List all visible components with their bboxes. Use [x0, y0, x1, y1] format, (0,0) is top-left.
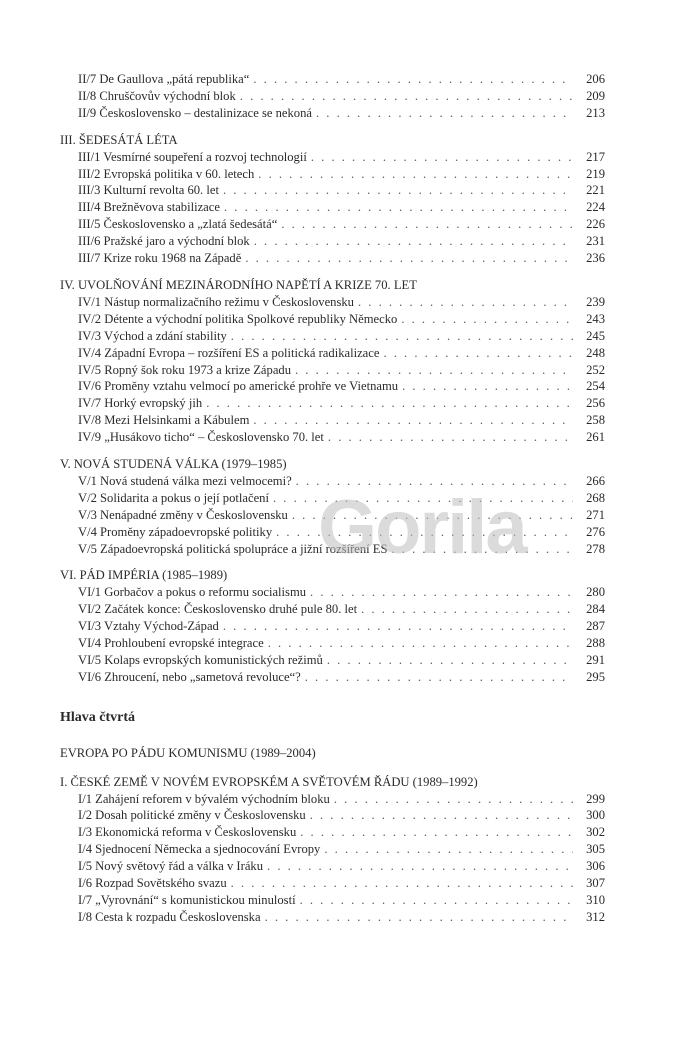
dot-leader	[311, 149, 573, 166]
dot-leader	[224, 199, 573, 216]
toc-entry[interactable]	[60, 233, 605, 250]
entry-title: IV/5 Ropný šok roku 1973 a krize Západu	[78, 362, 291, 377]
toc-entry[interactable]	[60, 294, 605, 311]
dot-leader	[334, 791, 573, 808]
dot-leader	[223, 182, 573, 199]
toc-entry[interactable]	[60, 395, 605, 412]
page-number: 243	[586, 311, 605, 326]
entry-title: III/7 Krize roku 1968 na Západě	[78, 251, 242, 266]
toc-entry[interactable]	[60, 166, 605, 183]
dot-leader	[253, 412, 573, 429]
toc-entry[interactable]	[60, 216, 605, 233]
dot-leader	[358, 294, 573, 311]
toc-entry[interactable]	[60, 652, 605, 669]
entry-title: IV/7 Horký evropský jih	[78, 396, 203, 411]
page-number: 254	[586, 379, 605, 394]
section-title: VI. PÁD IMPÉRIA (1985–1989)	[60, 568, 228, 583]
section-title: III. ŠEDESÁTÁ LÉTA	[60, 132, 178, 147]
dot-leader	[324, 841, 573, 858]
toc-entry[interactable]	[60, 105, 605, 122]
table-of-contents	[60, 71, 605, 926]
toc-entry[interactable]	[60, 507, 605, 524]
dot-leader	[316, 105, 573, 122]
page-number: 221	[586, 183, 605, 198]
dot-leader	[328, 429, 573, 446]
toc-entry[interactable]	[60, 669, 605, 686]
dot-leader	[361, 601, 573, 618]
toc-section	[60, 122, 605, 267]
page-number: 306	[586, 859, 605, 874]
toc-entry[interactable]	[60, 345, 605, 362]
toc-entry[interactable]	[60, 311, 605, 328]
dot-leader	[296, 473, 573, 490]
section-title: V. NOVÁ STUDENÁ VÁLKA (1979–1985)	[60, 457, 287, 472]
dot-leader	[245, 250, 573, 267]
page-number: 213	[586, 105, 605, 120]
dot-leader	[305, 669, 573, 686]
toc-entry[interactable]	[60, 875, 605, 892]
toc-entry[interactable]	[60, 71, 605, 88]
dot-leader	[206, 395, 573, 412]
page-number: 248	[586, 345, 605, 360]
toc-entry[interactable]	[60, 841, 605, 858]
toc-entry[interactable]	[60, 858, 605, 875]
toc-section	[60, 768, 605, 926]
page-number: 209	[586, 88, 605, 103]
page-number: 219	[586, 166, 605, 181]
page-number: 268	[586, 490, 605, 505]
page-number: 276	[586, 524, 605, 539]
toc-entry[interactable]	[60, 412, 605, 429]
toc-entry[interactable]	[60, 601, 605, 618]
dot-leader	[273, 490, 573, 507]
toc-part-three-continued	[60, 71, 605, 686]
entry-title: V/3 Nenápadné změny v Československu	[78, 507, 288, 522]
page-number: 271	[586, 507, 605, 522]
toc-section	[60, 71, 605, 122]
section-title: I. ČESKÉ ZEMĚ V NOVÉM EVROPSKÉM A SVĚTOVÉM ŘÁDU (1989–1992)	[60, 774, 478, 789]
dot-leader	[401, 311, 573, 328]
entry-title: II/9 Československo – destalinizace se nekoná	[78, 105, 312, 120]
dot-leader	[268, 635, 573, 652]
entry-title: II/7 De Gaullova „pátá republika“	[78, 72, 250, 86]
page-number: 284	[586, 602, 605, 617]
page-number: 258	[586, 413, 605, 428]
dot-leader	[276, 524, 573, 541]
page-number: 305	[586, 842, 605, 857]
page-number: 231	[586, 234, 605, 249]
toc-entry[interactable]	[60, 362, 605, 379]
dot-leader	[295, 362, 573, 379]
toc-entry[interactable]	[60, 791, 605, 808]
page-number: 287	[586, 619, 605, 634]
entry-title: I/5 Nový světový řád a válka v Iráku	[78, 859, 264, 874]
dot-leader	[223, 618, 573, 635]
page-number: 266	[586, 473, 605, 488]
toc-entry[interactable]	[60, 807, 605, 824]
entry-title: VI/3 Vztahy Východ-Západ	[78, 619, 219, 634]
page-number: 295	[586, 669, 605, 684]
entry-title: VI/5 Kolaps evropských komunistických režimů	[78, 653, 323, 667]
page-number: 236	[586, 251, 605, 266]
dot-leader	[402, 378, 573, 395]
dot-leader	[231, 875, 573, 892]
page-number: 299	[586, 791, 605, 806]
dot-leader	[292, 507, 573, 524]
page-number: 291	[586, 653, 605, 667]
entry-title: IV/3 Východ a zdání stability	[78, 328, 227, 343]
chapter-heading: Hlava čtvrtá	[60, 709, 136, 725]
toc-entry[interactable]	[60, 524, 605, 541]
toc-section	[60, 446, 605, 557]
dot-leader	[300, 892, 573, 909]
page-number: 300	[586, 808, 605, 823]
page-number: 307	[586, 876, 605, 891]
page-number: 224	[586, 200, 605, 215]
toc-entry[interactable]	[60, 541, 605, 558]
entry-title: VI/2 Začátek konce: Československo druhé pule 80. let	[78, 602, 358, 617]
entry-title: IV/2 Détente a východní politika Spolkové republiky Německo	[78, 311, 398, 326]
entry-title: IV/1 Nástup normalizačního režimu v Československu	[78, 294, 354, 309]
dot-leader	[392, 541, 574, 558]
entry-title: IV/8 Mezi Helsinkami a Kábulem	[78, 413, 250, 428]
entry-title: I/4 Sjednocení Německa a sjednocování Evropy	[78, 842, 321, 857]
entry-title: V/1 Nová studená válka mezi velmocemi?	[78, 473, 292, 488]
page-number: 206	[586, 72, 605, 86]
dot-leader	[383, 345, 573, 362]
entry-title: III/6 Pražské jaro a východní blok	[78, 234, 250, 249]
toc-entry[interactable]	[60, 618, 605, 635]
toc-entry[interactable]	[60, 635, 605, 652]
dot-leader	[258, 166, 573, 183]
toc-entry[interactable]	[60, 199, 605, 216]
entry-title: IV/6 Proměny vztahu velmocí po americké prohře ve Vietnamu	[78, 379, 399, 394]
entry-title: VI/4 Prohloubení evropské integrace	[78, 636, 264, 651]
page-number: 252	[586, 362, 605, 377]
entry-title: III/3 Kulturní revolta 60. let	[78, 183, 219, 198]
dot-leader	[240, 88, 573, 105]
entry-title: V/4 Proměny západoevropské politiky	[78, 524, 273, 539]
entry-title: II/8 Chruščovův východní blok	[78, 88, 236, 103]
entry-title: V/5 Západoevropská politická spolupráce a jižní rozšíření ES	[78, 541, 388, 556]
dot-leader	[231, 328, 573, 345]
entry-title: III/5 Československo a „zlatá šedesátá“	[78, 217, 278, 232]
dot-leader	[281, 216, 573, 233]
watermark-logo: Gorila	[318, 485, 526, 570]
entry-title: I/1 Zahájení reforem v bývalém východním bloku	[78, 791, 330, 806]
dot-leader	[300, 824, 573, 841]
toc-entry[interactable]	[60, 824, 605, 841]
page-number: 226	[586, 217, 605, 232]
dot-leader	[327, 652, 573, 669]
entry-title: I/8 Cesta k rozpadu Československa	[78, 909, 261, 924]
entry-title: VI/1 Gorbačov a pokus o reformu socialismu	[78, 585, 307, 600]
entry-title: IV/4 Západní Evropa – rozšíření ES a politická radikalizace	[78, 345, 380, 360]
page-number: 310	[586, 892, 605, 907]
dot-leader	[265, 909, 573, 926]
page-number: 245	[586, 328, 605, 343]
toc-part-four	[60, 768, 605, 926]
toc-entry[interactable]	[60, 250, 605, 267]
toc-entry[interactable]	[60, 892, 605, 909]
toc-entry[interactable]	[60, 328, 605, 345]
toc-entry[interactable]	[60, 182, 605, 199]
entry-title: V/2 Solidarita a pokus o její potlačení	[78, 490, 269, 505]
toc-entry[interactable]	[60, 378, 605, 395]
dot-leader	[310, 584, 573, 601]
dot-leader	[267, 858, 573, 875]
entry-title: VI/6 Zhroucení, nebo „sametová revoluce“?	[78, 669, 301, 684]
section-title: IV. UVOLŇOVÁNÍ MEZINÁRODNÍHO NAPĚTÍ A KRIZE 70. LET	[60, 277, 417, 292]
toc-entry[interactable]	[60, 429, 605, 446]
entry-title: I/7 „Vyrovnání“ s komunistickou minulostí	[78, 892, 296, 907]
page-number: 278	[586, 541, 605, 556]
page-number: 288	[586, 636, 605, 651]
entry-title: III/2 Evropská politika v 60. letech	[78, 166, 255, 181]
page-number: 312	[586, 909, 605, 924]
dot-leader	[310, 807, 573, 824]
page-number: 261	[586, 430, 605, 445]
page-number: 302	[586, 825, 605, 840]
dot-leader	[254, 233, 573, 250]
entry-title: IV/9 „Husákovo ticho“ – Československo 70. let	[78, 430, 324, 445]
toc-section	[60, 267, 605, 446]
page-number: 239	[586, 294, 605, 309]
entry-title: III/1 Vesmírné soupeření a rozvoj technologií	[78, 149, 307, 164]
entry-title: I/2 Dosah politické změny v Československu	[78, 808, 306, 823]
entry-title: III/4 Brežněvova stabilizace	[78, 200, 220, 215]
entry-title: I/3 Ekonomická reforma v Československu	[78, 825, 297, 840]
part-title: EVROPA PO PÁDU KOMUNISMU (1989–2004)	[60, 745, 316, 760]
entry-title: I/6 Rozpad Sovětského svazu	[78, 876, 227, 891]
toc-entry[interactable]	[60, 490, 605, 507]
toc-entry[interactable]	[60, 473, 605, 490]
page-number: 256	[586, 396, 605, 411]
toc-entry[interactable]	[60, 909, 605, 926]
dot-leader	[253, 71, 573, 88]
toc-entry[interactable]	[60, 149, 605, 166]
toc-entry[interactable]	[60, 88, 605, 105]
page-number: 280	[586, 585, 605, 600]
toc-section	[60, 557, 605, 685]
toc-entry[interactable]	[60, 584, 605, 601]
page-number: 217	[586, 149, 605, 164]
